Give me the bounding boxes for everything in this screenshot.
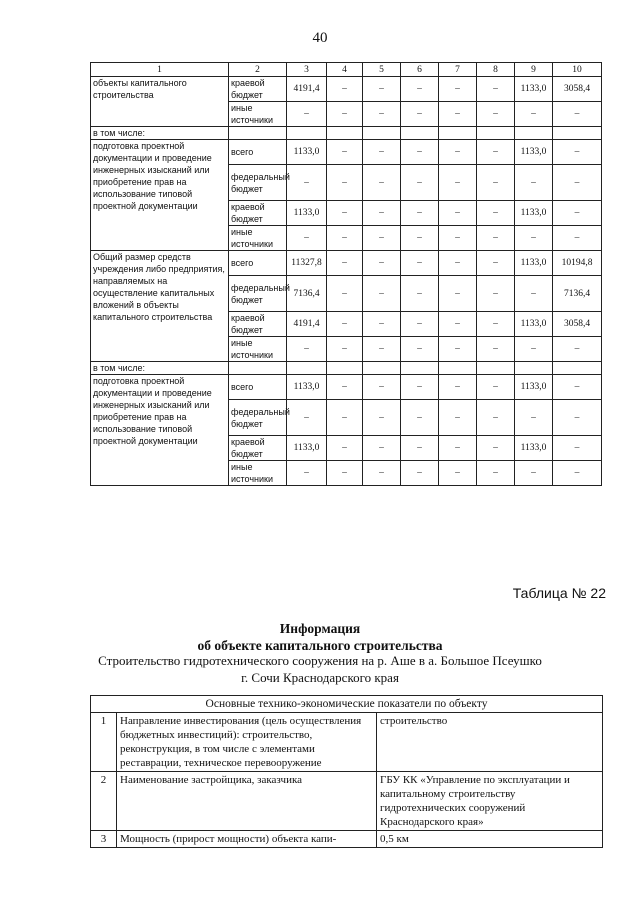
value-cell: – xyxy=(327,276,363,312)
funding-source: федеральный бюджет xyxy=(229,276,287,312)
empty-cell xyxy=(553,362,602,375)
table-row xyxy=(91,77,602,102)
indicator-number: 1 xyxy=(91,713,117,772)
value-cell: 1133,0 xyxy=(515,77,553,102)
info-title-line2: об объекте капитального строительства xyxy=(197,638,443,653)
empty-cell xyxy=(363,362,401,375)
funding-source: федеральный бюджет xyxy=(229,400,287,436)
column-number: 4 xyxy=(327,63,363,77)
value-cell: – xyxy=(327,201,363,226)
value-cell: – xyxy=(439,201,477,226)
value-cell: – xyxy=(439,165,477,201)
value-cell: – xyxy=(287,400,327,436)
row-label: подготовка проектной документации и проведение инженерных изысканий или приобретение прав на использование типовой проектной документации xyxy=(91,140,229,251)
table-row xyxy=(91,251,602,276)
column-number: 7 xyxy=(439,63,477,77)
value-cell: – xyxy=(327,140,363,165)
value-cell: – xyxy=(515,400,553,436)
value-cell: – xyxy=(363,226,401,251)
header-row xyxy=(91,63,602,77)
value-cell: – xyxy=(363,436,401,461)
empty-cell xyxy=(439,362,477,375)
value-cell: – xyxy=(439,102,477,127)
value-cell: – xyxy=(439,461,477,486)
value-cell: – xyxy=(401,201,439,226)
indicator-value: строительство xyxy=(377,713,603,772)
value-cell: – xyxy=(515,461,553,486)
value-cell: – xyxy=(553,201,602,226)
empty-cell xyxy=(401,362,439,375)
column-number: 6 xyxy=(401,63,439,77)
value-cell: – xyxy=(439,400,477,436)
value-cell: 1133,0 xyxy=(515,201,553,226)
funding-table xyxy=(90,62,602,486)
value-cell: 7136,4 xyxy=(553,276,602,312)
object-name-line1: Строительство гидротехнического сооружения на р. Аше в а. Большое Псеушко xyxy=(98,653,542,668)
funding-source: краевой бюджет xyxy=(229,436,287,461)
value-cell: – xyxy=(327,400,363,436)
empty-cell xyxy=(477,362,515,375)
indicator-value: 0,5 км xyxy=(377,831,603,848)
value-cell: – xyxy=(553,102,602,127)
empty-cell xyxy=(229,127,287,140)
section-row xyxy=(91,362,602,375)
value-cell: – xyxy=(553,400,602,436)
info-title-line1: Информация xyxy=(279,621,361,636)
value-cell: 7136,4 xyxy=(287,276,327,312)
value-cell: – xyxy=(363,201,401,226)
empty-cell xyxy=(327,362,363,375)
empty-cell xyxy=(401,127,439,140)
value-cell: – xyxy=(401,77,439,102)
value-cell: – xyxy=(515,226,553,251)
value-cell: 1133,0 xyxy=(515,251,553,276)
value-cell: – xyxy=(553,375,602,400)
value-cell: – xyxy=(553,337,602,362)
value-cell: – xyxy=(439,226,477,251)
value-cell: – xyxy=(439,77,477,102)
value-cell: – xyxy=(327,436,363,461)
value-cell: – xyxy=(439,276,477,312)
value-cell: – xyxy=(401,461,439,486)
empty-cell xyxy=(515,127,553,140)
funding-source: всего xyxy=(229,140,287,165)
table-number-label: Таблица № 22 xyxy=(512,585,606,601)
table-row xyxy=(91,375,602,400)
value-cell: – xyxy=(553,461,602,486)
indicator-number: 3 xyxy=(91,831,117,848)
value-cell: 1133,0 xyxy=(287,436,327,461)
indicator-row xyxy=(91,713,603,772)
section-label: в том числе: xyxy=(91,362,229,375)
table-row xyxy=(91,140,602,165)
column-number: 2 xyxy=(229,63,287,77)
object-name-line2: г. Сочи Краснодарского края xyxy=(241,670,399,685)
row-label: подготовка проектной документации и проведение инженерных изысканий или приобретение прав на использование типовой проектной документации xyxy=(91,375,229,486)
value-cell: – xyxy=(327,77,363,102)
value-cell: 3058,4 xyxy=(553,77,602,102)
value-cell: 4191,4 xyxy=(287,312,327,337)
value-cell: 1133,0 xyxy=(287,375,327,400)
indicators-header: Основные технико-экономические показатели по объекту xyxy=(91,696,603,713)
value-cell: – xyxy=(327,226,363,251)
value-cell: – xyxy=(515,276,553,312)
value-cell: – xyxy=(477,276,515,312)
value-cell: – xyxy=(401,140,439,165)
funding-source: всего xyxy=(229,251,287,276)
value-cell: – xyxy=(439,140,477,165)
column-number: 8 xyxy=(477,63,515,77)
value-cell: – xyxy=(363,251,401,276)
value-cell: – xyxy=(327,461,363,486)
funding-source: краевой бюджет xyxy=(229,201,287,226)
value-cell: – xyxy=(401,375,439,400)
value-cell: – xyxy=(401,312,439,337)
value-cell: – xyxy=(363,140,401,165)
empty-cell xyxy=(515,362,553,375)
page-number: 40 xyxy=(312,30,328,46)
object-name xyxy=(0,652,640,686)
funding-source: иные источники xyxy=(229,461,287,486)
empty-cell xyxy=(327,127,363,140)
info-title xyxy=(0,620,640,654)
value-cell: 1133,0 xyxy=(515,436,553,461)
value-cell: – xyxy=(515,165,553,201)
row-label: Общий размер средств учреждения либо предприятия, направляемых на осуществление капитальных вложений в объекты капитального строительства xyxy=(91,251,229,362)
section-row xyxy=(91,127,602,140)
value-cell: – xyxy=(553,140,602,165)
value-cell: – xyxy=(477,251,515,276)
value-cell: – xyxy=(327,165,363,201)
value-cell: – xyxy=(363,276,401,312)
value-cell: – xyxy=(363,312,401,337)
value-cell: – xyxy=(327,251,363,276)
value-cell: 1133,0 xyxy=(515,140,553,165)
value-cell: – xyxy=(287,461,327,486)
value-cell: – xyxy=(401,400,439,436)
value-cell: – xyxy=(327,102,363,127)
value-cell: 10194,8 xyxy=(553,251,602,276)
empty-cell xyxy=(287,127,327,140)
funding-source: иные источники xyxy=(229,102,287,127)
value-cell: – xyxy=(477,77,515,102)
indicator-name: Мощность (прирост мощности) объекта капи- xyxy=(117,831,377,848)
value-cell: – xyxy=(477,226,515,251)
value-cell: – xyxy=(363,165,401,201)
value-cell: – xyxy=(401,436,439,461)
value-cell: – xyxy=(477,436,515,461)
indicators-header-row xyxy=(91,696,603,713)
value-cell: 1133,0 xyxy=(287,201,327,226)
value-cell: – xyxy=(363,337,401,362)
column-number: 1 xyxy=(91,63,229,77)
value-cell: – xyxy=(401,251,439,276)
value-cell: – xyxy=(515,337,553,362)
funding-source: иные источники xyxy=(229,337,287,362)
value-cell: – xyxy=(287,165,327,201)
value-cell: – xyxy=(477,201,515,226)
indicator-number: 2 xyxy=(91,772,117,831)
value-cell: – xyxy=(477,165,515,201)
value-cell: 11327,8 xyxy=(287,251,327,276)
value-cell: – xyxy=(327,337,363,362)
column-number: 9 xyxy=(515,63,553,77)
empty-cell xyxy=(553,127,602,140)
value-cell: – xyxy=(477,337,515,362)
value-cell: – xyxy=(477,461,515,486)
value-cell: – xyxy=(439,312,477,337)
value-cell: – xyxy=(363,77,401,102)
value-cell: – xyxy=(363,375,401,400)
empty-cell xyxy=(287,362,327,375)
value-cell: 3058,4 xyxy=(553,312,602,337)
value-cell: – xyxy=(477,375,515,400)
value-cell: – xyxy=(327,312,363,337)
value-cell: – xyxy=(401,226,439,251)
value-cell: 1133,0 xyxy=(515,312,553,337)
value-cell: – xyxy=(553,436,602,461)
empty-cell xyxy=(229,362,287,375)
value-cell: – xyxy=(439,251,477,276)
funding-source: краевой бюджет xyxy=(229,77,287,102)
section-label: в том числе: xyxy=(91,127,229,140)
indicator-name: Наименование застройщика, заказчика xyxy=(117,772,377,831)
empty-cell xyxy=(439,127,477,140)
value-cell: – xyxy=(553,165,602,201)
value-cell: – xyxy=(287,337,327,362)
value-cell: – xyxy=(477,312,515,337)
value-cell: – xyxy=(477,102,515,127)
value-cell: 1133,0 xyxy=(515,375,553,400)
indicator-value: ГБУ КК «Управление по эксплуатации и капитальному строительству гидротехнических сооружений Краснодарского края» xyxy=(377,772,603,831)
value-cell: – xyxy=(401,337,439,362)
indicators-table xyxy=(90,695,603,848)
value-cell: – xyxy=(401,102,439,127)
column-number: 5 xyxy=(363,63,401,77)
value-cell: – xyxy=(439,337,477,362)
indicator-row xyxy=(91,772,603,831)
empty-cell xyxy=(477,127,515,140)
column-number: 3 xyxy=(287,63,327,77)
value-cell: – xyxy=(363,461,401,486)
value-cell: – xyxy=(401,165,439,201)
value-cell: – xyxy=(363,102,401,127)
funding-source: всего xyxy=(229,375,287,400)
funding-source: федеральный бюджет xyxy=(229,165,287,201)
indicator-name: Направление инвестирования (цель осуществления бюджетных инвестиций): строительство, реконструкция, в том числе с элементами реставрации, техническое перевооружение xyxy=(117,713,377,772)
value-cell: – xyxy=(401,276,439,312)
value-cell: – xyxy=(363,400,401,436)
value-cell: – xyxy=(477,400,515,436)
value-cell: – xyxy=(327,375,363,400)
value-cell: – xyxy=(439,436,477,461)
funding-source: иные источники xyxy=(229,226,287,251)
value-cell: – xyxy=(287,226,327,251)
value-cell: – xyxy=(553,226,602,251)
value-cell: 1133,0 xyxy=(287,140,327,165)
value-cell: – xyxy=(287,102,327,127)
indicator-row xyxy=(91,831,603,848)
funding-source: краевой бюджет xyxy=(229,312,287,337)
row-label: объекты капитального строительства xyxy=(91,77,229,127)
value-cell: – xyxy=(439,375,477,400)
value-cell: 4191,4 xyxy=(287,77,327,102)
value-cell: – xyxy=(515,102,553,127)
value-cell: – xyxy=(477,140,515,165)
empty-cell xyxy=(363,127,401,140)
column-number: 10 xyxy=(553,63,602,77)
